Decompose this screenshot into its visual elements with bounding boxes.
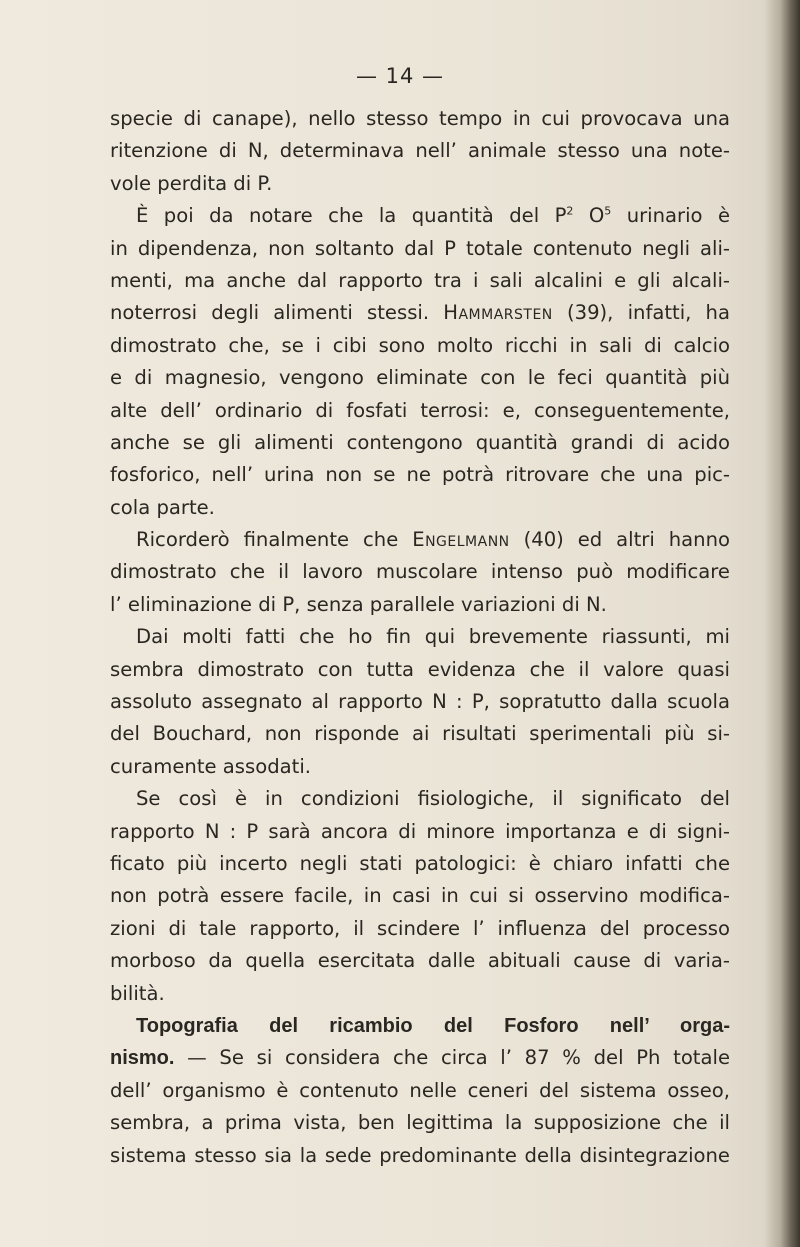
text-line: morboso da quella esercitata dalle abituali cause di varia- — [110, 949, 730, 973]
text-line: non potrà essere facile, in casi in cui si osservino modifica- — [110, 884, 730, 908]
text-line: sembra dimostrato con tutta evidenza che il valore quasi — [110, 657, 730, 681]
text-line: rapporto N : P sarà ancora di minore importanza e di signi- — [110, 819, 730, 843]
page-edge-shadow — [764, 0, 800, 1247]
text-line: sembra, a prima vista, ben legittima la supposizione che il — [110, 1111, 730, 1135]
text-line: l’ eliminazione di P, senza parallele variazioni di N. — [110, 592, 607, 616]
author-name: Engelmann — [412, 528, 510, 552]
text-line: curamente assodati. — [110, 754, 311, 778]
text-line: dimostrato che il lavoro muscolare intenso può modificare — [110, 560, 730, 584]
text-line: dimostrato che, se i cibi sono molto ricchi in sali di calcio — [110, 333, 730, 357]
page-number: — 14 — — [355, 64, 445, 88]
text-line: sistema stesso sia la sede predominante della disintegrazione — [110, 1143, 730, 1167]
text-line: nismo. — Se si considera che circa l’ 87 % del Ph totale — [110, 1046, 730, 1070]
body-text — [110, 103, 730, 1172]
text-line: zioni di tale rapporto, il scindere l’ influenza del processo — [110, 916, 730, 940]
text-line: cola parte. — [110, 495, 215, 519]
text-line: alte dell’ ordinario di fosfati terrosi: e, conseguentemente, — [110, 398, 730, 422]
section-heading: Topografia del ricambio del Fosforo nell’ orga- — [136, 1014, 730, 1037]
text-line: ficato più incerto negli stati patologici: è chiaro infatti che — [110, 851, 730, 875]
text-line: e di magnesio, vengono eliminate con le feci quantità più — [110, 366, 730, 390]
text-line: in dipendenza, non soltanto dal P totale contenuto negli ali- — [110, 236, 730, 260]
text-line: È poi da notare che la quantità del $P^2$ $O^5$ urinario è — [136, 204, 731, 228]
text-line: del Bouchard, non risponde ai risultati sperimentali più si- — [110, 722, 730, 746]
author-name: Hammarsten — [443, 301, 553, 325]
section-heading-end: nismo. — [110, 1047, 175, 1070]
text-line: Dai molti fatti che ho fin qui brevemente riassunti, mi — [136, 625, 730, 649]
text-line: noterrosi degli alimenti stessi. Hammarsten (39), infatti, ha — [110, 301, 730, 325]
text-line: ritenzione di N, determinava nell’ animale stesso una note- — [110, 139, 730, 163]
text-line: assoluto assegnato al rapporto N : P, sopratutto dalla scuola — [110, 690, 730, 714]
text-line: anche se gli alimenti contengono quantità grandi di acido — [110, 430, 730, 454]
text-line: bilità. — [110, 981, 165, 1005]
text-line: specie di canape), nello stesso tempo in cui provocava una — [110, 107, 730, 130]
text-line: fosforico, nell’ urina non se ne potrà ritrovare che una pic- — [110, 463, 730, 487]
text-line: menti, ma anche dal rapporto tra i sali alcalini e gli alcali- — [110, 268, 730, 292]
text-line: Ricorderò finalmente che Engelmann (40) ed altri hanno — [136, 528, 730, 552]
text-line: dell’ organismo è contenuto nelle ceneri del sistema osseo, — [110, 1078, 730, 1102]
text-line: vole perdita di P. — [110, 171, 273, 195]
text-line: Se così è in condizioni fisiologiche, il significato del — [136, 787, 730, 811]
